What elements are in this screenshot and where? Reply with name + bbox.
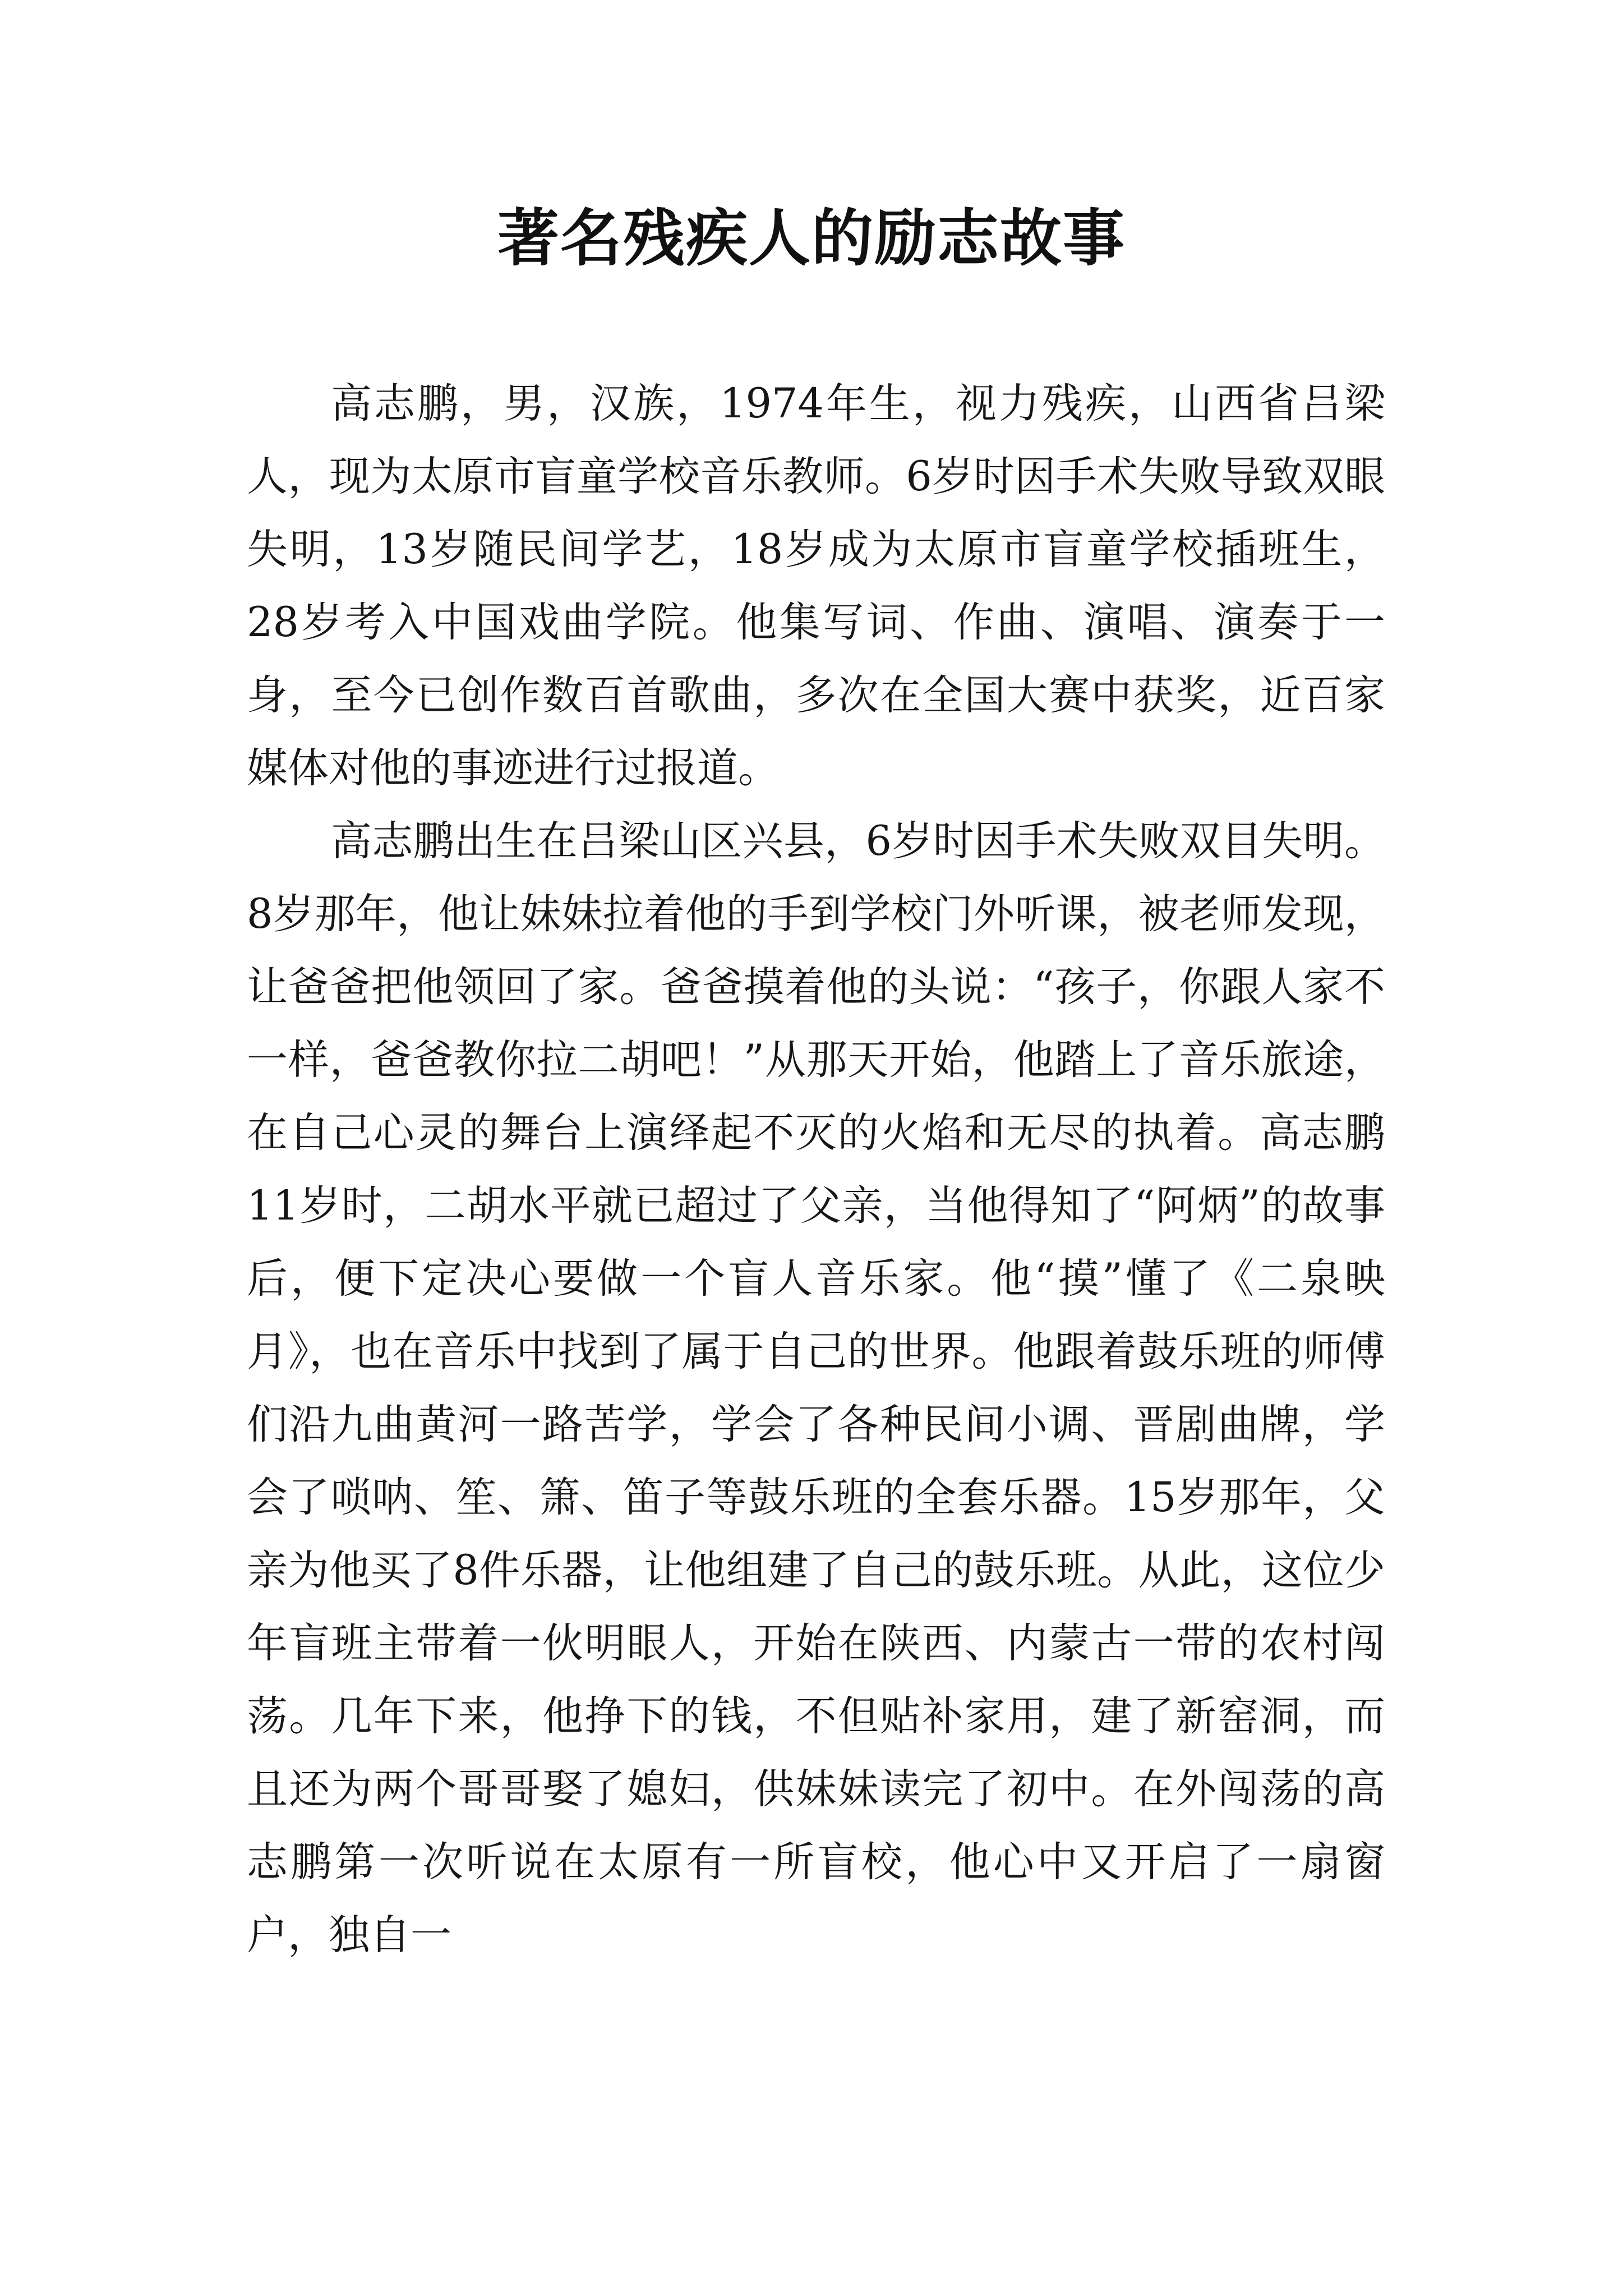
paragraph: 高志鹏，男，汉族，1974年生，视力残疾，山西省吕梁人，现为太原市盲童学校音乐教师。6岁时因手术失败导致双眼失明，13岁随民间学艺，18岁成为太原市盲童学校插班生，28岁考入中国戏曲学院。他集写词、作曲、演唱、演奏于一身，至今已创作数百首歌曲，多次在全国大赛中获奖，近百家媒体对他的事迹进行过报道。: [247, 380, 1385, 792]
paragraph: 高志鹏出生在吕梁山区兴县，6岁时因手术失败双目失明。8岁那年，他让妹妹拉着他的手到学校门外听课，被老师发现，让爸爸把他领回了家。爸爸摸着他的头说：“孩子，你跟人家不一样，爸爸教你拉二胡吧！”从那天开始，他踏上了音乐旅途，在自己心灵的舞台上演绎起不灭的火焰和无尽的执着。高志鹏11岁时，二胡水平就已超过了父亲，当他得知了“阿炳”的故事后，便下定决心要做一个盲人音乐家。他“摸”懂了《二泉映月》，也在音乐中找到了属于自己的世界。他跟着鼓乐班的师傅们沿九曲黄河一路苦学，学会了各种民间小调、晋剧曲牌，学会了唢呐、笙、箫、笛子等鼓乐班的全套乐器。15岁那年，父亲为他买了8件乐器，让他组建了自己的鼓乐班。从此，这位少年盲班主带着一伙明眼人，开始在陕西、内蒙古一带的农村闯荡。几年下来，他挣下的钱，不但贴补家用，建了新窑洞，而且还为两个哥哥娶了媳妇，供妹妹读完了初中。在外闯荡的高志鹏第一次听说在太原有一所盲校，他心中又开启了一扇窗户，独自一: [247, 817, 1385, 1959]
document-title: 著名残疾人的励志故事: [497, 202, 1126, 274]
document-body: [247, 367, 1385, 1972]
